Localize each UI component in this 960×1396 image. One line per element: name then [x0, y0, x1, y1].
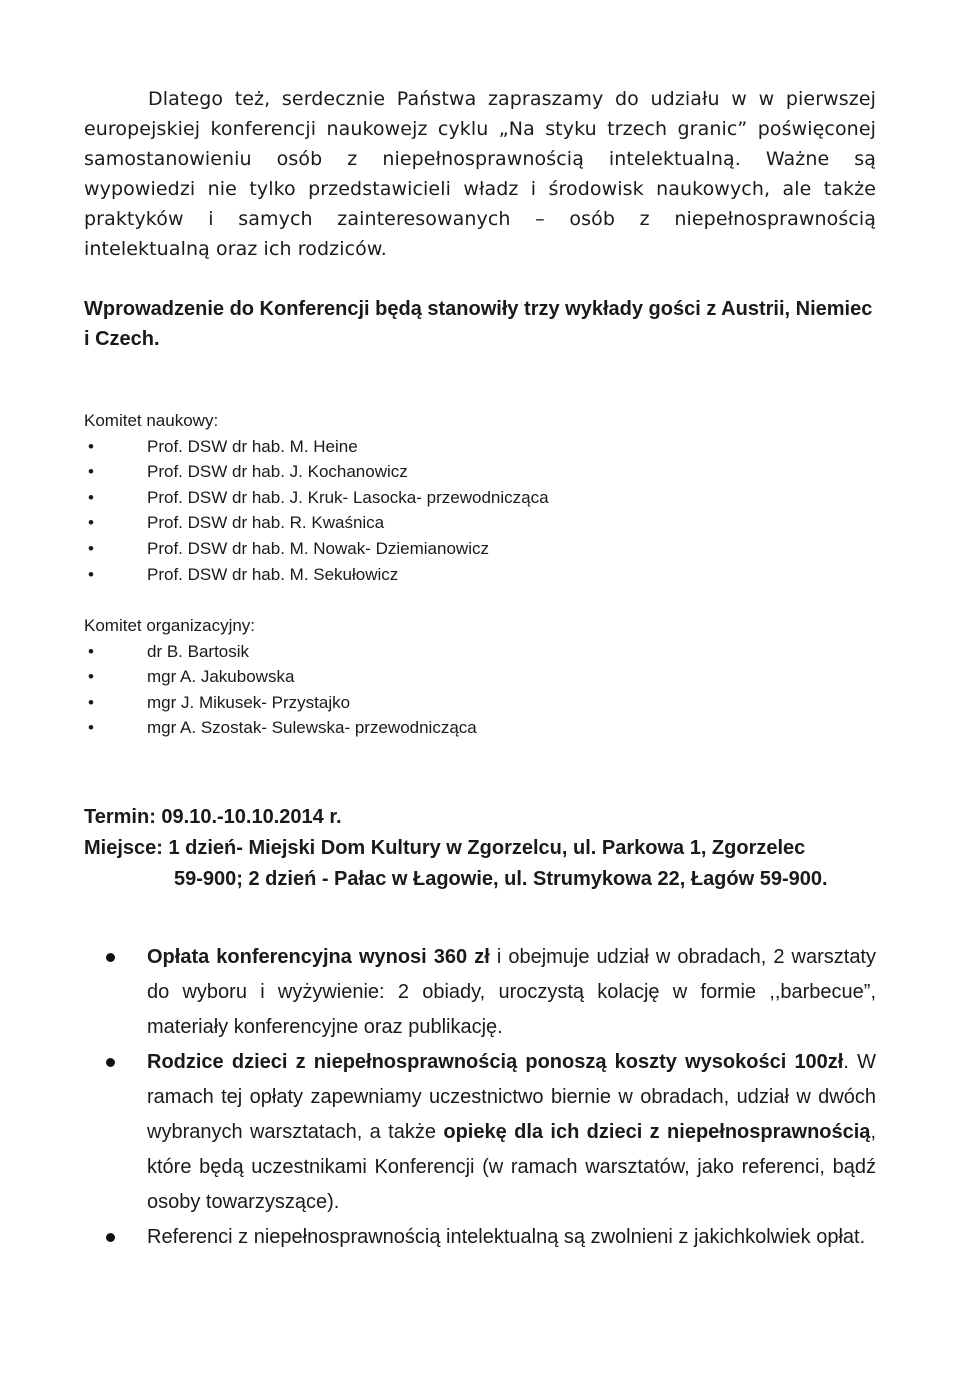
fee-description: i obejmuje udział w obradach, 2 warsztaty do wyboru i wyżywienie: 2 obiady, uroczystą kolację w formie ,,barbecue”, materiały konferencyjne oraz publikację.: [147, 946, 876, 1038]
list-item: • mgr A. Szostak- Sulewska- przewodnicząca: [84, 715, 477, 741]
list-item: • mgr J. Mikusek- Przystajko: [84, 690, 477, 716]
speaker-exemption: Referenci z niepełnosprawnością intelektualną są zwolnieni z jakichkolwiek opłat.: [147, 1226, 866, 1248]
organizing-committee-list: [84, 639, 477, 741]
list-item: [84, 1220, 876, 1255]
bullet-icon: •: [88, 641, 94, 661]
scientific-committee-list: [84, 434, 549, 588]
bullet-icon: [106, 1058, 115, 1067]
bullet-icon: •: [88, 564, 94, 584]
lead-statement: Wprowadzenie do Konferencji będą stanowiły trzy wykłady gości z Austrii, Niemiec i Czech.: [84, 298, 873, 350]
parent-fee-description-end: , które będą uczestnikami Konferencji (w ramach warsztatów, jako referenci, bądź osoby towarzyszące).: [147, 1121, 876, 1213]
list-item: • Prof. DSW dr hab. J. Kruk- Lasocka- przewodnicząca: [84, 485, 549, 511]
scientific-committee: [84, 408, 549, 587]
list-item: • mgr A. Jakubowska: [84, 664, 477, 690]
scientific-committee-heading: Komitet naukowy:: [84, 411, 219, 430]
bullet-icon: [106, 1233, 115, 1242]
bullet-icon: •: [88, 718, 94, 738]
event-place-continued: 59-900; 2 dzień - Pałac w Łagowie, ul. Strumykowa 22, Łagów 59-900.: [174, 868, 828, 890]
list-item: [84, 940, 876, 1045]
bullet-icon: •: [88, 692, 94, 712]
event-date: Termin: 09.10.-10.10.2014 r.: [84, 806, 342, 828]
list-item: • Prof. DSW dr hab. J. Kochanowicz: [84, 459, 549, 485]
fees-section: [84, 940, 876, 1255]
parent-fee: Rodzice dzieci z niepełnosprawnością ponoszą koszty wysokości 100zł: [147, 1051, 844, 1073]
organizing-committee: [84, 613, 477, 741]
list-item: • Prof. DSW dr hab. M. Heine: [84, 434, 549, 460]
organizing-committee-heading: Komitet organizacyjny:: [84, 616, 256, 635]
parent-fee-description: . W ramach tej opłaty zapewniamy uczestnictwo biernie w obradach, udział w dwóch wybranych warsztatach, a także: [147, 1051, 876, 1143]
fees-list: [84, 940, 876, 1255]
intro-section: [84, 84, 876, 264]
event-details: [84, 802, 884, 895]
bullet-icon: •: [88, 436, 94, 456]
bullet-icon: •: [88, 487, 94, 507]
bullet-icon: [106, 953, 115, 962]
bullet-icon: •: [88, 513, 94, 533]
bullet-icon: •: [88, 538, 94, 558]
fee-amount: Opłata konferencyjna wynosi 360 zł: [147, 946, 490, 968]
bullet-icon: •: [88, 667, 94, 687]
childcare-note: opiekę dla ich dzieci z niepełnosprawnością: [443, 1121, 871, 1143]
list-item: • Prof. DSW dr hab. R. Kwaśnica: [84, 510, 549, 536]
list-item: [84, 1045, 876, 1220]
event-place: Miejsce: 1 dzień- Miejski Dom Kultury w Zgorzelcu, ul. Parkowa 1, Zgorzelec: [84, 837, 806, 859]
bullet-icon: •: [88, 462, 94, 482]
list-item: • Prof. DSW dr hab. M. Sekułowicz: [84, 562, 549, 588]
intro-paragraph: Dlatego też, serdecznie Państwa zapraszamy do udziału w w pierwszej europejskiej konferencji naukowejz cyklu „Na styku trzech granic” poświęconej samostanowieniu osób z niepełnosprawnością intelektualną. Ważne są wypowiedzi nie tylko przedstawicieli władz i środowisk naukowych, ale także praktyków i samych zainteresowanych – osób z niepełnosprawnością intelektualną oraz ich rodziców.: [84, 88, 876, 260]
list-item: • dr B. Bartosik: [84, 639, 477, 665]
list-item: • Prof. DSW dr hab. M. Nowak- Dziemianowicz: [84, 536, 549, 562]
